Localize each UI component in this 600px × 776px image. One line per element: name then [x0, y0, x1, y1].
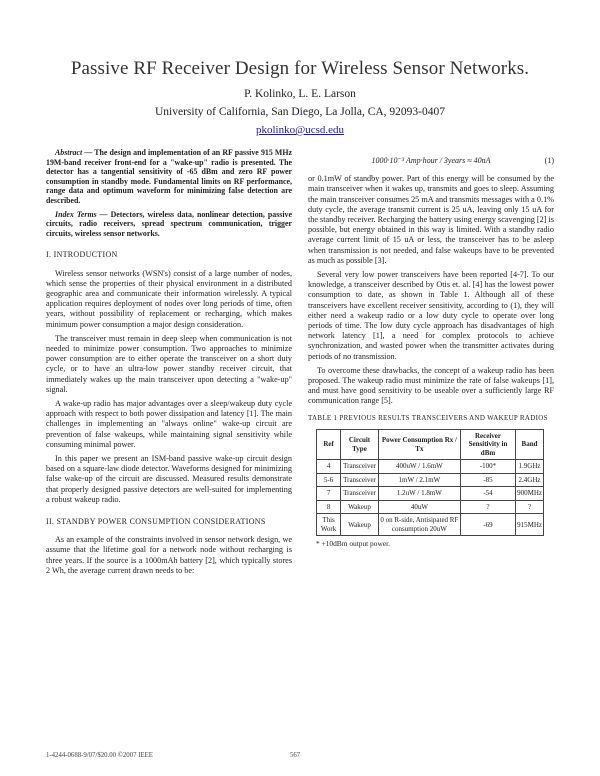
results-table	[316, 429, 544, 537]
table-cell: 1.9GHz	[516, 460, 544, 474]
left-column	[46, 148, 292, 580]
paper-title: Passive RF Receiver Design for Wireless Sensor Networks.	[70, 58, 530, 79]
table-header-cell: Receiver Sensitivity in dBm	[460, 429, 515, 460]
table-cell: -54	[460, 487, 515, 501]
table-row	[317, 487, 544, 501]
right-paragraph-3: To overcome these drawbacks, the concept of a wakeup radio has been proposed. The wakeup radio must minimize the rate of false wakeups [1], and must have good sensitivity to be useable over a sufficiently large RF communication range [5].	[308, 365, 554, 406]
table-cell: 915MHz	[516, 514, 544, 536]
table-cell: 5-6	[317, 473, 341, 487]
intro-paragraph-2: The transceiver must remain in deep sleep when communication is not needed to minimize power consumption. Two approaches to minimize power consumption are to either operate the transceiver on a short duty cycle, or to have an ultra-low power standby receiver circuit, that immediately wakes up the main transceiver upon detecting a "wake-up" signal.	[46, 333, 292, 394]
table-cell: 1.2uW / 1.8mW	[378, 487, 460, 501]
right-paragraph-2: Several very low power transceivers have been reported [4-7]. To our knowledge, a transceiver described by Otis et. al. [4] has the lowest power consumption to date, as shown in Table 1. Although all of these transceivers have excellent receiver sensitivity, according to (1), they will either need a wakeup radio or a low duty cycle to operate over long periods of time. The low duty cycle approach has disadvantages of high network latency [1], a need for complex protocols to achieve synchronization, and wasted power when the transmitter activates during periods of no transmission.	[308, 270, 554, 361]
footer-copyright: 1-4244-0688-9/07/$20.00 ©2007 IEEE	[46, 752, 153, 759]
table-cell: This Work	[317, 514, 341, 536]
table-cell: 2.4GHz	[516, 473, 544, 487]
index-terms-text: Detectors, wireless data, nonlinear detection, passive circuits, radio receivers, spread spectrum communication, trigger circuits, wireless sensor networks.	[46, 209, 292, 238]
table-cell: -100*	[460, 460, 515, 474]
index-terms-label: Index Terms —	[55, 209, 108, 219]
table-header-cell: Power Consumption Rx / Tx	[378, 429, 460, 460]
table-caption: TABLE 1 PREVIOUS RESULTS TRANSCEIVERS AND WAKEUP RADIOS	[308, 413, 548, 422]
intro-paragraph-4: In this paper we present an ISM-band passive wake-up circuit design based on a square-law diode detector. Waveforms designed for minimizing false wake-up of the circuit are discussed. Measured results demonstrate that properly designed passive detectors are well-suited for implementing a robust wakeup radio.	[46, 454, 292, 504]
table-row	[317, 514, 544, 536]
section-heading-introduction: I. INTRODUCTION	[46, 250, 118, 260]
table-header-row	[317, 429, 544, 460]
table-cell: -85	[460, 473, 515, 487]
table-header-cell: Band	[516, 429, 544, 460]
table-cell: Wakeup	[341, 500, 379, 514]
table-cell: 1mW / 2.1mW	[378, 473, 460, 487]
affiliation: University of California, San Diego, La Jolla, CA, 92093-0407	[154, 106, 445, 118]
abstract-text: The design and implementation of an RF passive 915 MHz 19M-band receiver front-end for a "wake-up" radio is presented. The detector has a tangential sensitivity of -65 dBm and zero RF power consumption in standby mode. Fundamental limits on RF performance, range data and optimum waveform for minimizing false detection are described.	[46, 148, 293, 205]
table-row	[317, 473, 544, 487]
table-row	[317, 500, 544, 514]
table-header-cell: Ref	[317, 429, 341, 460]
page-number: 567	[290, 752, 301, 759]
table-cell: 900MHz	[516, 487, 544, 501]
table-cell: Transceiver	[341, 473, 379, 487]
authors: P. Kolinko, L. E. Larson	[244, 88, 356, 100]
index-terms	[46, 210, 292, 239]
table-cell: 7	[317, 487, 341, 501]
table-cell: Wakeup	[341, 514, 379, 536]
table-cell: -69	[460, 514, 515, 536]
table-cell: 0 on R-side, Antisipated RF consumption 20uW	[378, 514, 460, 536]
table-header-cell: Circuit Type	[341, 429, 379, 460]
standby-paragraph-1: As an example of the constraints involved in sensor network design, we assume that the lifetime goal for a network node without recharging is three years. If the source is a 1000mAh battery [2], which typically stores 2 Wh, the average current drawn needs to be:	[46, 535, 292, 575]
table-footnote: * +10dBm output power.	[316, 539, 390, 549]
equation-1	[308, 156, 554, 166]
table-cell: 400uW / 1.6mW	[378, 460, 460, 474]
table-cell: Transceiver	[341, 460, 379, 474]
table-cell: ?	[516, 500, 544, 514]
section-heading-standby: II. STANDBY POWER CONSUMPTION CONSIDERATIONS	[46, 517, 266, 527]
table-cell: ?	[460, 500, 515, 514]
table-cell: 8	[317, 500, 341, 514]
intro-paragraph-3: A wake-up radio has major advantages over a sleep/wakeup duty cycle approach with respect to both power dissipation and latency [1]. The main challenges in implementing an "always online" wake-up circuit are prevention of false wakeups, while maintaining signal sensitivity while consuming minimal power.	[46, 398, 292, 449]
author-email-link[interactable]: pkolinko@ucsd.edu	[255, 124, 345, 136]
table-cell: 4	[317, 460, 341, 474]
abstract-label: Abstract —	[55, 148, 93, 157]
equation-text: 1000·10⁻³ Amp·hour / 3years ≈ 40nA	[371, 156, 491, 165]
right-paragraph-1: or 0.1mW of standby power. Part of this energy will be consumed by the main transceiver when it wakes up, transmits and goes to sleep. Assuming the main transceiver consumes 25 mA and transmits messages with a 0.1% duty cycle, the average transmit current is 25 uA, leaving only 15 uA for the standby receiver. Recharging the battery using energy scavenging [2] is possible, but energy obtained in this way is limited. With a standby radio average current limit of 15 uA or less, the transceiver has to be asleep when transmission is not needed, and false wakeups have to be prevented as much as possible [3].	[308, 174, 554, 265]
right-column	[308, 148, 554, 550]
intro-paragraph-1: Wireless sensor networks (WSN's) consist of a large number of nodes, which sense the properties of their physical environment in a distributed geographic area and communicate their information wirelessly. A typical application requires deployment of nodes over long periods of time, often years, without possibility of replacement or recharging, which makes minimum power consumption a major design consideration.	[46, 268, 292, 329]
table-row	[317, 460, 544, 474]
abstract	[46, 148, 292, 206]
table-cell: Transceiver	[341, 487, 379, 501]
equation-number: (1)	[544, 156, 554, 165]
table-cell: 40uW	[378, 500, 460, 514]
